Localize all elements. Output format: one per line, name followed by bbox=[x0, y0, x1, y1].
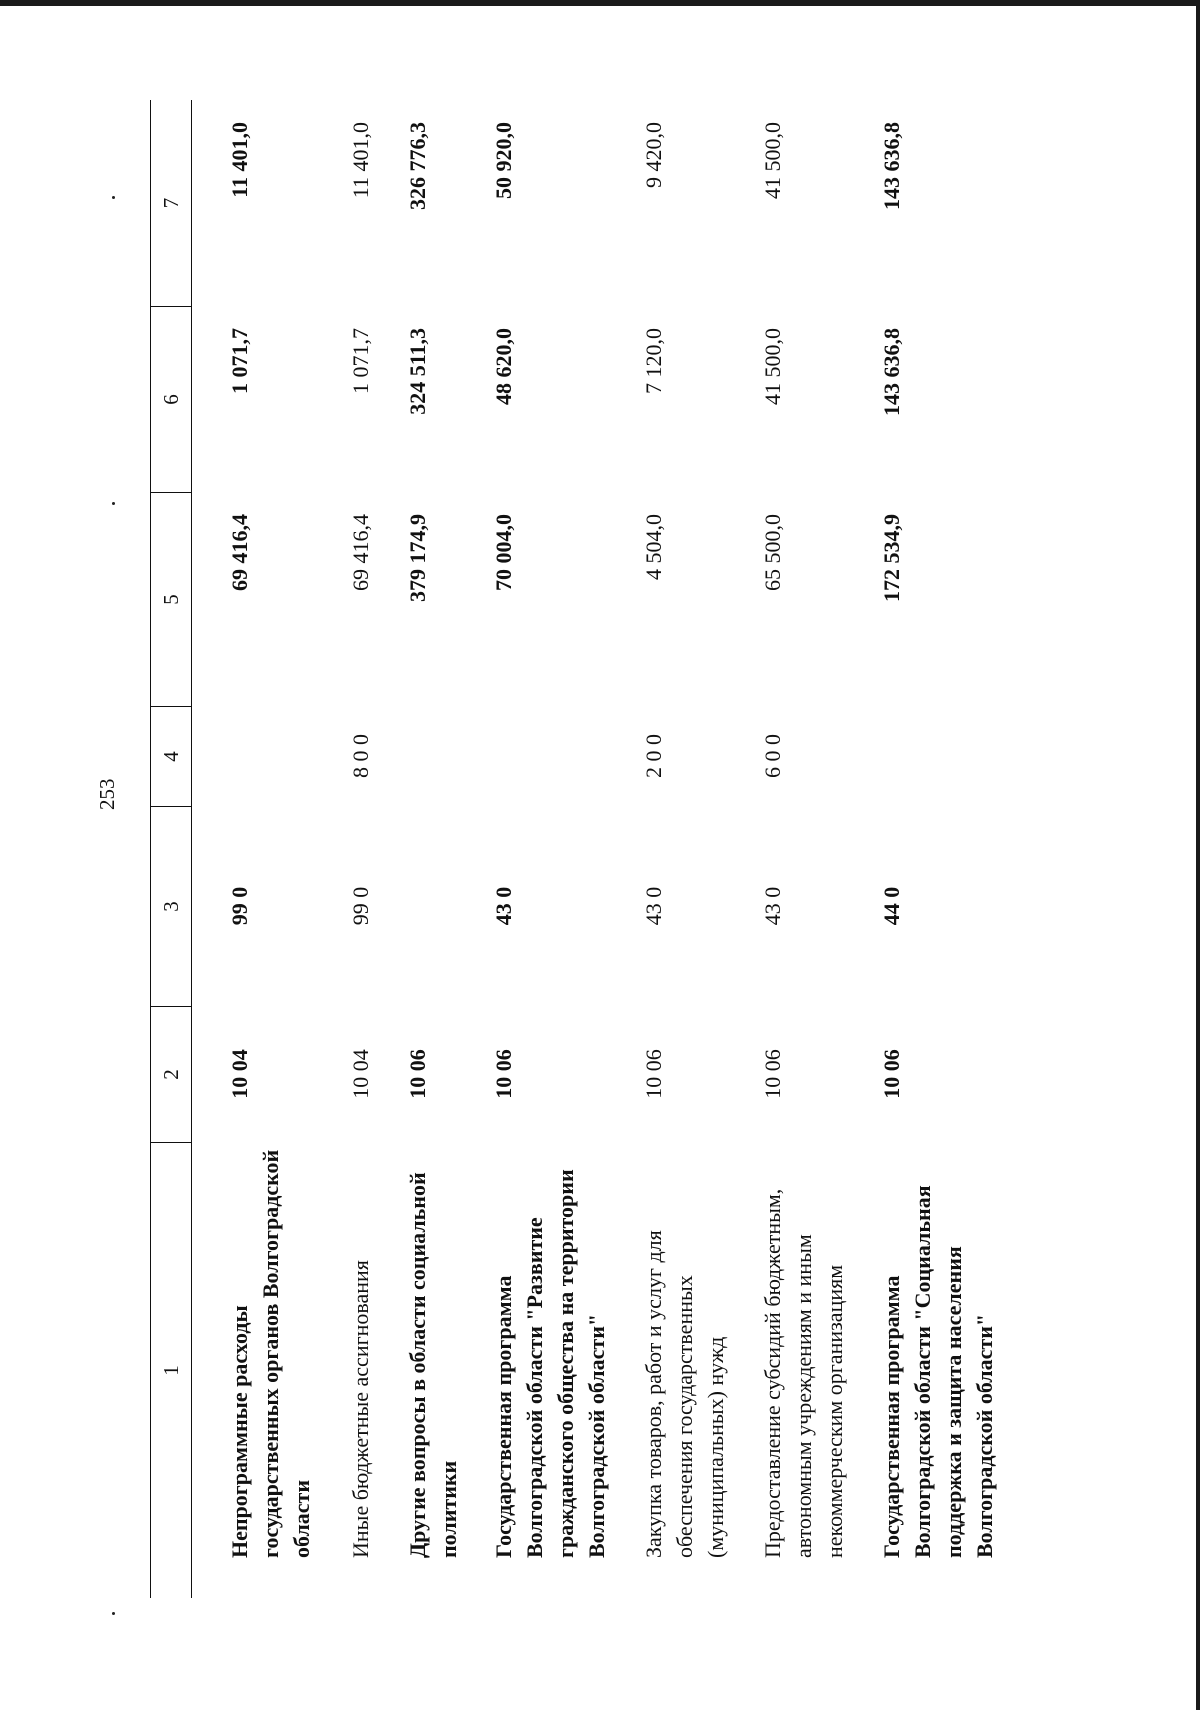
row-section-code: 10 06 bbox=[491, 1049, 516, 1099]
table-row bbox=[402, 100, 464, 1598]
row-amount-col7: 50 920,0 bbox=[491, 122, 516, 199]
header-col-4: 4 bbox=[151, 706, 191, 806]
row-expense-type: 8 0 0 bbox=[348, 734, 373, 778]
row-amount-col5: 65 500,0 bbox=[760, 514, 785, 591]
row-section-code: 10 04 bbox=[348, 1049, 373, 1099]
row-section-code: 10 06 bbox=[641, 1049, 666, 1099]
table-row bbox=[638, 100, 731, 1598]
row-program-code: 99 0 bbox=[227, 886, 252, 926]
row-name: Государственная программа Волгоградской области "Социальная поддержка и защита населения Волгоградской области" bbox=[879, 1185, 997, 1558]
header-col-1: 1 bbox=[151, 1142, 191, 1598]
row-amount-col5: 4 504,0 bbox=[641, 514, 666, 580]
row-amount-col6: 1 071,7 bbox=[227, 328, 252, 394]
table-row bbox=[876, 100, 1000, 1598]
row-expense-type bbox=[488, 706, 612, 806]
rotated-page bbox=[150, 100, 1110, 1598]
scan-edge-right bbox=[1196, 0, 1200, 1710]
header-col-5: 5 bbox=[151, 492, 191, 706]
row-name: Другие вопросы в области социальной политики bbox=[405, 1172, 461, 1558]
row-program-code: 43 0 bbox=[760, 886, 785, 926]
row-amount-col7: 9 420,0 bbox=[641, 122, 666, 188]
table-row bbox=[345, 100, 376, 1598]
scan-speck bbox=[112, 502, 115, 505]
row-program-code: 43 0 bbox=[491, 886, 516, 926]
row-amount-col5: 172 534,9 bbox=[879, 514, 904, 602]
row-amount-col7: 326 776,3 bbox=[405, 122, 430, 210]
row-program-code: 43 0 bbox=[641, 886, 666, 926]
row-amount-col7: 11 401,0 bbox=[227, 122, 252, 198]
row-name: Закупка товаров, работ и услуг для обеспечения государственных (муниципальных) нужд bbox=[641, 1230, 728, 1558]
row-expense-type bbox=[224, 706, 317, 806]
row-amount-col6: 324 511,3 bbox=[405, 328, 430, 415]
row-section-code: 10 04 bbox=[227, 1049, 252, 1099]
row-amount-col6: 41 500,0 bbox=[760, 328, 785, 405]
table-row bbox=[224, 100, 317, 1598]
table-row bbox=[757, 100, 850, 1598]
row-name: Государственная программа Волгоградской области "Развитие гражданского общества на территории Волгоградской области" bbox=[491, 1169, 609, 1558]
scan-speck bbox=[112, 196, 115, 199]
row-section-code: 10 06 bbox=[760, 1049, 785, 1099]
header-col-3: 3 bbox=[151, 806, 191, 1006]
scan-edge-top bbox=[0, 0, 1200, 6]
row-expense-type bbox=[876, 706, 1000, 806]
row-program-code: 44 0 bbox=[879, 886, 904, 926]
row-amount-col7: 143 636,8 bbox=[879, 122, 904, 210]
row-program-code bbox=[402, 806, 464, 1006]
row-amount-col6: 143 636,8 bbox=[879, 328, 904, 416]
row-name: Непрограммные расходы государственных органов Волгоградской области bbox=[227, 1149, 314, 1558]
row-amount-col6: 48 620,0 bbox=[491, 328, 516, 405]
row-amount-col5: 70 004,0 bbox=[491, 514, 516, 591]
row-expense-type: 6 0 0 bbox=[760, 734, 785, 778]
row-amount-col5: 69 416,4 bbox=[227, 514, 252, 591]
row-expense-type: 2 0 0 bbox=[641, 734, 666, 778]
page-number: 253 bbox=[95, 778, 119, 810]
row-amount-col6: 7 120,0 bbox=[641, 328, 666, 394]
row-section-code: 10 06 bbox=[879, 1049, 904, 1099]
row-amount-col7: 41 500,0 bbox=[760, 122, 785, 199]
row-section-code: 10 06 bbox=[405, 1049, 430, 1099]
row-program-code: 99 0 bbox=[348, 886, 373, 926]
header-col-2: 2 bbox=[151, 1006, 191, 1142]
row-name: Предоставление субсидий бюджетным, автономным учреждениям и иным некоммерческим организациям bbox=[760, 1188, 847, 1558]
budget-table bbox=[150, 100, 1000, 1598]
row-amount-col7: 11 401,0 bbox=[348, 122, 373, 199]
row-amount-col5: 379 174,9 bbox=[405, 514, 430, 602]
table-header-row bbox=[150, 100, 192, 1598]
header-col-6: 6 bbox=[151, 306, 191, 492]
row-expense-type bbox=[402, 706, 464, 806]
scan-speck bbox=[112, 1612, 115, 1615]
header-col-7: 7 bbox=[158, 197, 183, 209]
row-amount-col5: 69 416,4 bbox=[348, 514, 373, 591]
row-amount-col6: 1 071,7 bbox=[348, 328, 373, 394]
table-row bbox=[488, 100, 612, 1598]
row-name: Иные бюджетные ассигнования bbox=[348, 1260, 373, 1558]
